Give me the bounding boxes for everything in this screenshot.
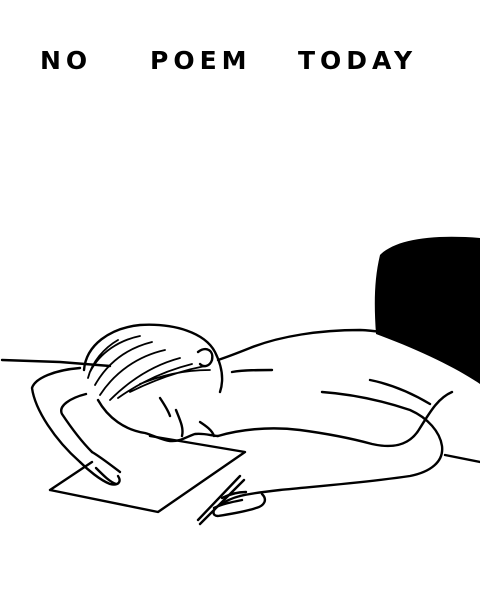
- desk-edge-right: [445, 455, 480, 462]
- caption-word-1: NO: [40, 46, 93, 75]
- left-hand: [80, 452, 120, 485]
- face-profile: [98, 400, 218, 441]
- left-arm-inner: [61, 394, 92, 452]
- closed-eye: [160, 398, 170, 416]
- caption-word-2: POEM: [150, 46, 252, 75]
- nose: [176, 410, 183, 436]
- collar-line: [232, 370, 272, 372]
- ear: [198, 349, 212, 366]
- chair-back: [375, 237, 480, 384]
- caption-word-3: TODAY: [298, 46, 418, 75]
- right-arm: [218, 392, 452, 446]
- right-arm-inner: [240, 392, 442, 496]
- hair: [88, 336, 210, 400]
- left-arm: [32, 368, 80, 462]
